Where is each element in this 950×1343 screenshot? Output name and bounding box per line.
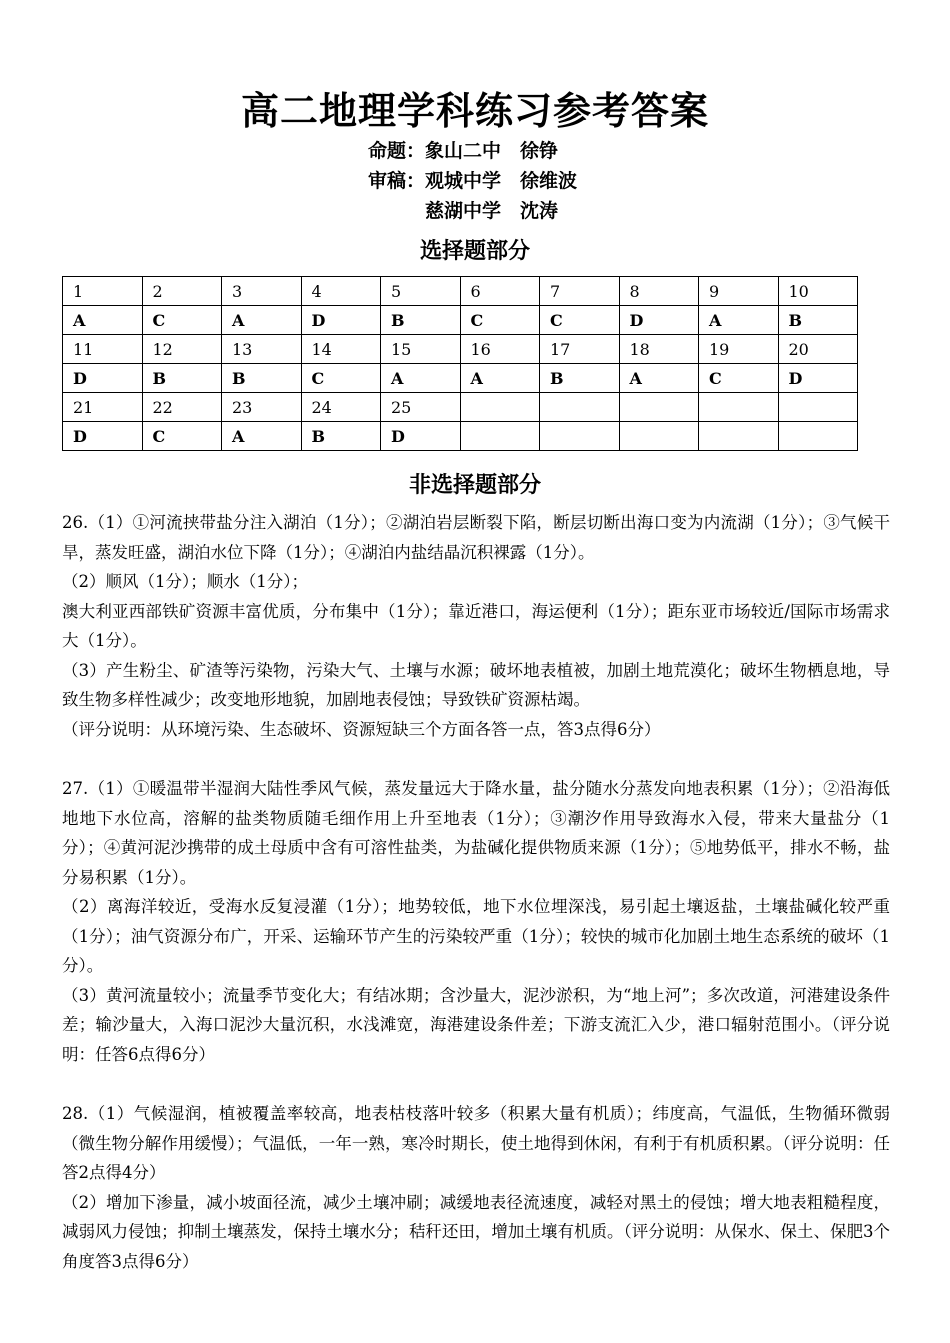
question-26: [62, 508, 890, 744]
question-number-cell: 1: [63, 277, 143, 306]
answer-cell: A: [619, 364, 699, 393]
question-number-cell: 15: [381, 335, 461, 364]
q26-part2: （2）顺风（1分）；顺水（1分）；: [62, 572, 308, 591]
answer-cell: D: [63, 364, 143, 393]
answer-table: [62, 276, 858, 451]
answer-cell: A: [699, 306, 779, 335]
question-number-cell: 17: [540, 335, 620, 364]
answer-cell: B: [540, 364, 620, 393]
question-number-cell: 11: [63, 335, 143, 364]
question-27: [62, 774, 890, 1069]
credit-setter: 命题：象山二中 徐铮: [368, 140, 559, 162]
answer-cell: D: [301, 306, 381, 335]
answer-cell: B: [142, 364, 222, 393]
question-number-cell: [778, 393, 858, 422]
question-number-cell: 8: [619, 277, 699, 306]
answer-cell: B: [381, 306, 461, 335]
question-number-cell: 9: [699, 277, 779, 306]
answer-cell: [778, 422, 858, 451]
answer-cell: A: [222, 306, 302, 335]
question-number-row: [63, 277, 858, 306]
question-number-cell: 12: [142, 335, 222, 364]
question-number-row: [63, 393, 858, 422]
q26-part3: （3）产生粉尘、矿渣等污染物，污染大气、土壤与水源；破坏地表植被，加剧土地荒漠化；破坏生物栖息地，导致生物多样性减少；改变地形地貌，加剧地表侵蚀；导致铁矿资源枯竭。: [62, 660, 890, 709]
section-heading-nonchoice: 非选择题部分: [408, 472, 541, 498]
answer-cell: C: [301, 364, 381, 393]
question-number-cell: 14: [301, 335, 381, 364]
question-number-cell: 7: [540, 277, 620, 306]
question-number-cell: 5: [381, 277, 461, 306]
question-number-row: [63, 335, 858, 364]
credits-block: [368, 136, 577, 226]
question-number-cell: 3: [222, 277, 302, 306]
answer-cell: D: [63, 422, 143, 451]
q27-part2: （2）离海洋较近，受海水反复浸灌（1分）；地势较低，地下水位埋深浅，易引起土壤返盐，土壤盐碱化较严重（1分）；油气资源分布广，开采、运输环节产生的污染较严重（1分）；较快的城市化加剧土地生态系统的破坏（1分）。: [62, 897, 890, 975]
answer-cell: C: [142, 306, 222, 335]
question-number-cell: 4: [301, 277, 381, 306]
answer-cell: D: [778, 364, 858, 393]
page-title: 高二地理学科练习参考答案: [240, 88, 709, 133]
question-28: [62, 1099, 890, 1276]
question-number-cell: [460, 393, 540, 422]
answer-cell: C: [142, 422, 222, 451]
question-number-cell: 21: [63, 393, 143, 422]
answer-cell: B: [778, 306, 858, 335]
question-number-cell: 18: [619, 335, 699, 364]
question-number-cell: [699, 393, 779, 422]
question-number-cell: 16: [460, 335, 540, 364]
credit-reviewer-1: 审稿：观城中学 徐维波: [368, 170, 578, 192]
section-heading-choice: 选择题部分: [419, 238, 530, 264]
answer-cell: B: [222, 364, 302, 393]
question-number-cell: [619, 393, 699, 422]
answer-cell: [699, 422, 779, 451]
answer-row: [63, 306, 858, 335]
answer-cell: C: [699, 364, 779, 393]
answer-row: [63, 422, 858, 451]
q27-part3: （3）黄河流量较小；流量季节变化大；有结冰期；含沙量大，泥沙淤积，为“地上河”；多次改道，河港建设条件差；输沙量大，入海口泥沙大量沉积，水浅滩宽，海港建设条件差；下游支流汇入少，港口辐射范围小。（评分说明：任答6点得6分）: [62, 985, 890, 1064]
q28-part1: 28.（1）气候湿润，植被覆盖率较高，地表枯枝落叶较多（积累大量有机质）；纬度高，气温低，生物循环微弱（微生物分解作用缓慢）；气温低，一年一熟，寒冷时期长，使土地得到休闲，有利于有机质积累。（评分说明：任答2点得4分）: [62, 1104, 890, 1182]
answer-cell: A: [460, 364, 540, 393]
q26-scoring-note: （评分说明：从环境污染、生态破坏、资源短缺三个方面各答一点，答3点得6分）: [62, 719, 661, 739]
answer-cell: D: [381, 422, 461, 451]
answer-body: [62, 508, 890, 1276]
q26-part1: 26.（1）①河流挟带盐分注入湖泊（1分）；②湖泊岩层断裂下陷，断层切断出海口变为内流湖（1分）；③气候干旱，蒸发旺盛，湖泊水位下降（1分）；④湖泊内盐结晶沉积裸露（1分）。: [62, 513, 890, 562]
credit-reviewer-2: 慈湖中学 沈涛: [368, 200, 559, 222]
question-number-cell: 13: [222, 335, 302, 364]
question-number-cell: 25: [381, 393, 461, 422]
answer-cell: [619, 422, 699, 451]
question-number-cell: [540, 393, 620, 422]
answer-cell: A: [63, 306, 143, 335]
q27-part1: 27.（1）①暖温带半湿润大陆性季风气候，蒸发量远大于降水量，盐分随水分蒸发向地表积累（1分）；②沿海低地地下水位高，溶解的盐类物质随毛细作用上升至地表（1分）；③潮汐作用导致海水入侵，带来大量盐分（1分）；④黄河泥沙携带的成土母质中含有可溶性盐类，为盐碱化提供物质来源（1分）；⑤地势低平，排水不畅，盐分易积累（1分）。: [62, 779, 890, 887]
question-number-cell: 24: [301, 393, 381, 422]
question-number-cell: 2: [142, 277, 222, 306]
question-number-cell: 22: [142, 393, 222, 422]
answer-cell: [460, 422, 540, 451]
answer-cell: A: [222, 422, 302, 451]
answer-cell: D: [619, 306, 699, 335]
question-number-cell: 6: [460, 277, 540, 306]
q28-part2: （2）增加下渗量，减小坡面径流，减少土壤冲刷；减缓地表径流速度，减轻对黑土的侵蚀；增大地表粗糙程度，减弱风力侵蚀；抑制土壤蒸发，保持土壤水分；秸秆还田，增加土壤有机质。（评分说明：从保水、保土、保肥3个角度答3点得6分）: [62, 1192, 890, 1271]
question-number-cell: 20: [778, 335, 858, 364]
answer-cell: A: [381, 364, 461, 393]
q26-part2-detail: 澳大利亚西部铁矿资源丰富优质，分布集中（1分）；靠近港口，海运便利（1分）；距东亚市场较近/国际市场需求大（1分）。: [62, 601, 890, 650]
answer-cell: C: [540, 306, 620, 335]
question-number-cell: 10: [778, 277, 858, 306]
question-number-cell: 23: [222, 393, 302, 422]
answer-cell: [540, 422, 620, 451]
answer-row: [63, 364, 858, 393]
answer-cell: C: [460, 306, 540, 335]
answer-cell: B: [301, 422, 381, 451]
question-number-cell: 19: [699, 335, 779, 364]
